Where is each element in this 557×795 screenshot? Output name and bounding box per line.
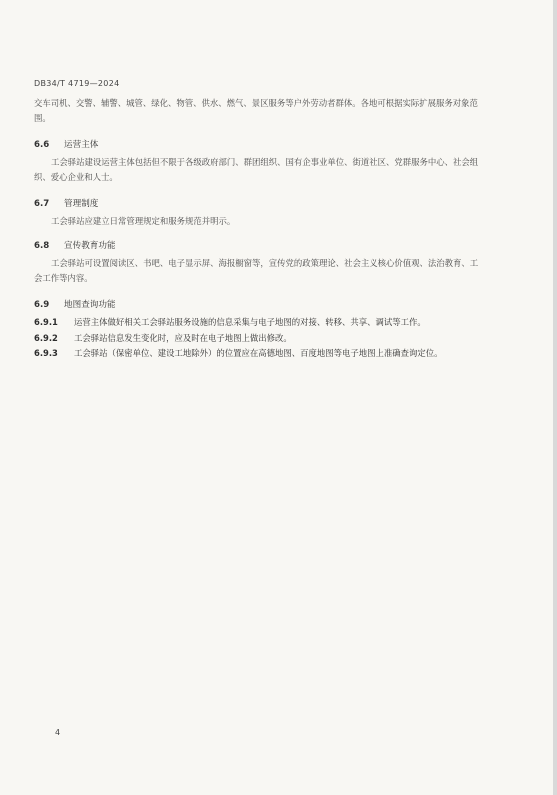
section-heading-6-7 xyxy=(34,197,98,209)
section-body-6-6: 工会驿站建设运营主体包括但不限于各级政府部门、群团组织、国有企事业单位、街道社区、党群服务中心、社会组织、爱心企业和人士。 xyxy=(34,157,479,182)
section-number: 6.8 xyxy=(34,241,50,251)
subsection-6-9-3 xyxy=(34,346,484,361)
section-title: 管理制度 xyxy=(64,199,99,209)
page-edge xyxy=(553,0,557,795)
section-heading-6-6 xyxy=(34,138,98,150)
page-number: 4 xyxy=(55,728,61,737)
subsection-6-9-2 xyxy=(34,331,484,346)
subsection-text: 运营主体做好相关工会驿站服务设施的信息采集与电子地图的对接、转移、共享、调试等工作。 xyxy=(74,317,426,327)
subsection-text: 工会驿站信息发生变化时，应及时在电子地图上做出修改。 xyxy=(74,333,292,343)
section-title: 宣传教育功能 xyxy=(64,241,116,251)
document-code: DB34/T 4719—2024 xyxy=(34,79,120,88)
section-number: 6.6 xyxy=(34,140,50,150)
section-heading-6-8 xyxy=(34,239,116,251)
section-body-6-8: 工会驿站可设置阅读区、书吧、电子显示屏、海报橱窗等，宣传党的政策理论、社会主义核心价值观、法治教育、工会工作等内容。 xyxy=(34,258,479,283)
continuation-paragraph: 交车司机、交警、辅警、城管、绿化、物管、供水、燃气、景区服务等户外劳动者群体。各地可根据实际扩展服务对象范围。 xyxy=(34,98,478,123)
section-title: 地图查询功能 xyxy=(64,300,116,310)
section-title: 运营主体 xyxy=(64,140,99,150)
section-number: 6.9 xyxy=(34,300,50,310)
subsection-number: 6.9.3 xyxy=(34,348,58,358)
subsection-text: 工会驿站（保密单位、建设工地除外）的位置应在高德地图、百度地图等电子地图上准确查询定位。 xyxy=(74,348,443,358)
section-body-6-7: 工会驿站应建立日常管理规定和服务规范并明示。 xyxy=(51,216,236,226)
section-number: 6.7 xyxy=(34,199,50,209)
subsection-number: 6.9.2 xyxy=(34,333,58,343)
subsection-6-9-1 xyxy=(34,315,484,330)
subsection-number: 6.9.1 xyxy=(34,317,58,327)
section-heading-6-9 xyxy=(34,298,116,310)
